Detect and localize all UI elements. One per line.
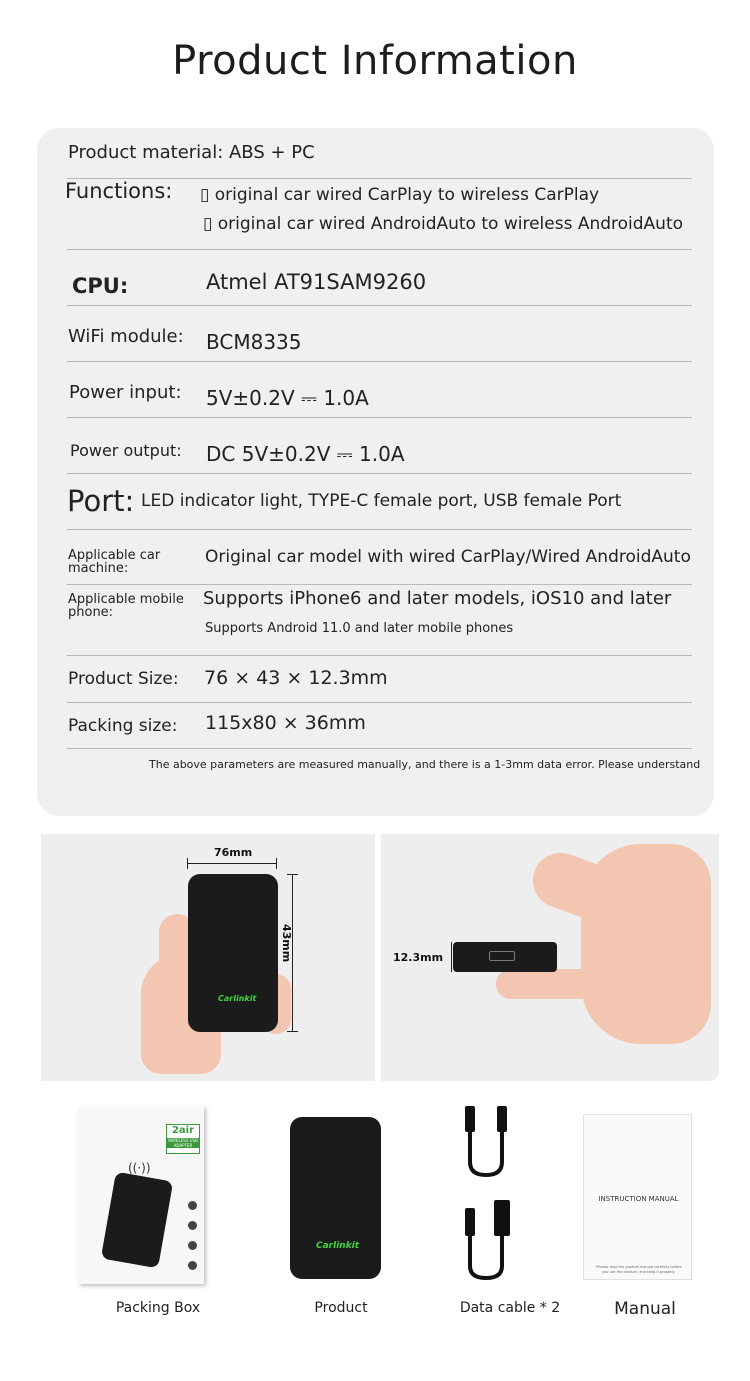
- manual-footnote: *Please read the product manual carefully before you use the product, and keep it properly.: [595, 1265, 682, 1274]
- packing-size-label: Packing size:: [68, 716, 178, 736]
- spec-row-port: [67, 474, 692, 530]
- port-value: LED indicator light, TYPE-C female port, USB female Port: [141, 491, 622, 511]
- box-feature-icon-4: [188, 1261, 197, 1270]
- functions-label: Functions:: [65, 179, 173, 203]
- box-feature-icon-1: [188, 1201, 197, 1210]
- manual-title: INSTRUCTION MANUAL: [598, 1195, 679, 1203]
- packing-size-value: 115x80 × 36mm: [205, 712, 366, 734]
- box-device-image: [101, 1172, 173, 1269]
- product-device-side: [453, 942, 557, 972]
- mobile-value-1: Supports iPhone6 and later models, iOS10 and later: [203, 588, 672, 609]
- thickness-dimension-line: [451, 942, 452, 972]
- mobile-value-2: Supports Android 11.0 and later mobile phones: [205, 621, 514, 636]
- car-value: Original car model with wired CarPlay/Wired AndroidAuto: [205, 547, 691, 567]
- power-input-value: 5V±0.2V ⎓ 1.0A: [206, 386, 369, 410]
- width-dimension-tick-right: [276, 858, 277, 869]
- power-input-label: Power input:: [69, 382, 182, 403]
- spec-row-product-size: [67, 656, 692, 703]
- width-dimension-label: 76mm: [214, 846, 253, 859]
- car-label-line-2: machine:: [68, 561, 129, 576]
- car-label: [68, 549, 160, 575]
- product-dimension-photo: [41, 834, 375, 1081]
- manual-image: [583, 1114, 692, 1280]
- caption-manual: Manual: [614, 1299, 676, 1319]
- functions-value-2: ▯ original car wired AndroidAuto to wireless AndroidAuto: [203, 214, 684, 234]
- cable-2-end-b: [494, 1200, 510, 1236]
- box-badge: [166, 1124, 200, 1154]
- wifi-label: WiFi module:: [68, 326, 184, 347]
- width-dimension-line: [187, 863, 277, 864]
- material-text: Product material: ABS + PC: [68, 142, 315, 163]
- spec-row-car: [67, 530, 692, 585]
- finger-thumb: [496, 969, 616, 999]
- width-dimension-tick-left: [187, 858, 188, 869]
- box-badge-text: 2air: [171, 1125, 195, 1136]
- mobile-label: [68, 593, 184, 619]
- product-thickness-photo: [381, 834, 719, 1081]
- power-output-value: DC 5V±0.2V ⎓ 1.0A: [206, 442, 405, 466]
- spec-card: [37, 128, 714, 816]
- box-badge-sub: WIRELESS USB ADAPTER: [168, 1138, 198, 1148]
- product-image: [290, 1117, 381, 1279]
- spec-row-cpu: [67, 250, 692, 306]
- cpu-value: Atmel AT91SAM9260: [206, 270, 427, 294]
- height-dimension-tick-bottom: [287, 1031, 298, 1032]
- caption-data-cable: Data cable * 2: [459, 1300, 561, 1316]
- hand-back: [581, 844, 711, 1044]
- product-size-label: Product Size:: [68, 669, 179, 689]
- measurement-note: The above parameters are measured manually, and there is a 1-3mm data error. Please understand: [149, 758, 701, 771]
- spec-row-power-input: [67, 362, 692, 418]
- cable-1-wire: [470, 1132, 502, 1175]
- caption-product: Product: [314, 1300, 368, 1316]
- mobile-label-line-2: phone:: [68, 605, 114, 620]
- cable-2-end-a: [465, 1208, 475, 1236]
- spec-row-power-output: [67, 418, 692, 474]
- spec-row-packing-size: [67, 703, 692, 749]
- spec-row-mobile: [67, 585, 692, 656]
- data-cables-image: [450, 1100, 530, 1285]
- cable-1-end-b: [497, 1106, 507, 1132]
- spec-row-material: [67, 138, 692, 179]
- box-feature-icon-3: [188, 1241, 197, 1250]
- spec-row-wifi: [67, 306, 692, 362]
- box-feature-icon-2: [188, 1221, 197, 1230]
- cable-1-end-a: [465, 1106, 475, 1132]
- power-output-label: Power output:: [70, 441, 182, 460]
- wifi-value: BCM8335: [206, 330, 302, 354]
- product-image-logo: Carlinkit: [316, 1241, 360, 1251]
- spec-row-functions: [67, 179, 692, 250]
- port-label: Port:: [67, 484, 135, 518]
- height-dimension-label: 43mm: [280, 924, 293, 963]
- device-logo: Carlinkit: [218, 994, 257, 1003]
- product-size-value: 76 × 43 × 12.3mm: [204, 667, 388, 689]
- thickness-dimension-label: 12.3mm: [393, 951, 444, 964]
- packing-box-image: [78, 1106, 204, 1284]
- usb-port-icon: [489, 951, 515, 961]
- height-dimension-tick-top: [287, 874, 298, 875]
- caption-packing-box: Packing Box: [115, 1300, 201, 1316]
- page-title: Product Information: [172, 38, 578, 84]
- cable-2-wire: [470, 1236, 502, 1278]
- wireless-icon: ((·)): [128, 1161, 151, 1175]
- product-device-front: [188, 874, 278, 1032]
- functions-value-1: ▯ original car wired CarPlay to wireless CarPlay: [200, 185, 600, 205]
- cpu-label: CPU:: [72, 274, 129, 298]
- mobile-label-line-1: Applicable mobile: [68, 592, 184, 607]
- car-label-line-1: Applicable car: [68, 548, 161, 563]
